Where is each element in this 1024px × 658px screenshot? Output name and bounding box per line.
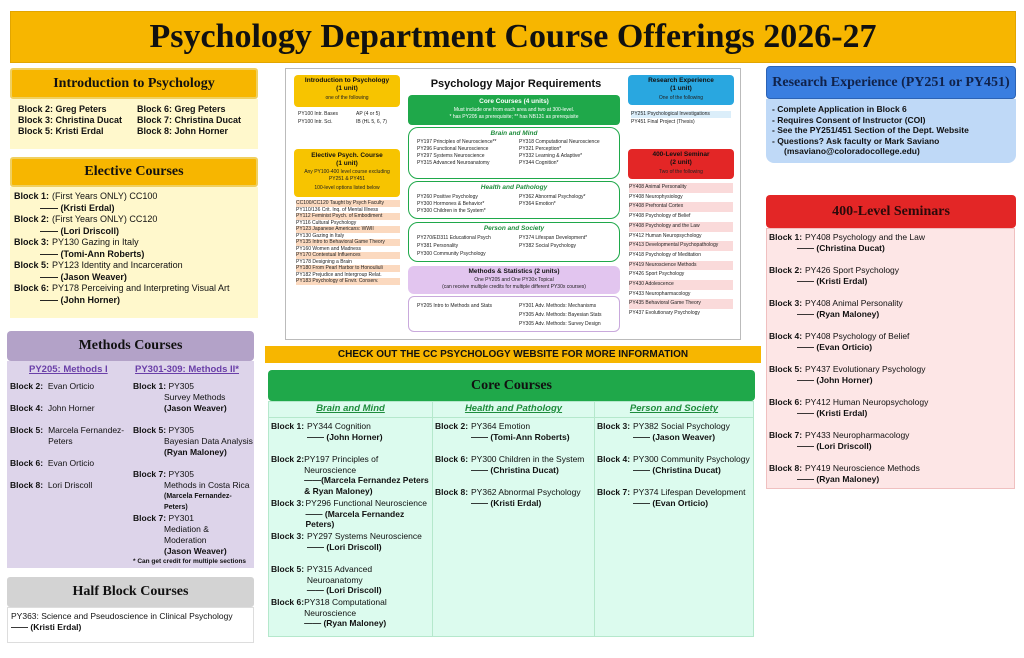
block-label: Block 8: [769, 463, 803, 473]
instructor: Lori Driscoll [47, 480, 93, 490]
req-item: PY301 Adv. Methods: Mechanisms [519, 303, 597, 309]
req-elective-item: PY183 Psychology of Envir. Conserv. [296, 278, 400, 285]
req-stats-box [408, 266, 620, 294]
course-title: Methods in Costa Rica [164, 480, 250, 490]
req-item: PY437 Evolutionary Psychology [629, 310, 700, 317]
block-label: Block 6: [271, 597, 305, 607]
req-item: PY408 Psychology of Belief [629, 213, 691, 220]
course-code: PY301 [168, 513, 194, 523]
instructor: —— (Jason Weaver) [40, 271, 127, 282]
block-label: Block 7: [769, 430, 803, 440]
req-elective-note2: 100-level options listed below [314, 185, 380, 191]
req-item: PY197 Principles of Neuroscience** [417, 139, 497, 145]
core-heading: Core Courses [268, 370, 755, 401]
course-title: PY315 Advanced Neuroanatomy [306, 564, 373, 585]
instructor: —— (Kristi Erdal) [797, 407, 868, 418]
block-label: Block 6: [435, 454, 469, 464]
course-title: PY437 Evolutionary Psychology [805, 364, 926, 374]
list-item [271, 498, 430, 531]
req-seminar-list [629, 183, 733, 319]
req-item: PY321 Perception* [519, 146, 562, 152]
instructor: Evan Orticio [47, 381, 95, 391]
block-label: Block 8: [10, 480, 44, 490]
instructor: —— (Tomi-Ann Roberts) [471, 431, 570, 442]
req-core-note: Must include one from each area and two at 300-level. [453, 107, 575, 113]
req-elective-list [296, 200, 400, 285]
block-label: Block 1: [769, 232, 803, 242]
course-title: PY300 Community Psychology [633, 454, 750, 464]
req-elective-box [294, 149, 400, 197]
course-title: PY408 Animal Personality [805, 298, 903, 308]
list-item [271, 531, 430, 564]
course-title: (First Years ONLY) CC120 [52, 214, 158, 224]
req-elective-item: PY178 Designing a Brain [296, 258, 352, 265]
req-item: PY296 Functional Neuroscience [417, 146, 489, 152]
req-item: PY305 Adv. Methods: Bayesian Stats [519, 312, 602, 318]
list-item [435, 487, 592, 520]
req-intro-box [294, 75, 400, 107]
list-item [435, 454, 592, 487]
intro-item: Block 5: Kristi Erdal [18, 126, 104, 136]
requirements-title: Psychology Major Requirements [430, 78, 602, 90]
req-seminar-note: Two of the following [659, 169, 703, 175]
list-item [597, 454, 751, 487]
block-label: Block 2: [435, 421, 469, 431]
list-item [14, 214, 254, 237]
req-elective-item: PY110/136 Crit. Inq. of Mental Illness [296, 206, 379, 213]
methods-1-title: PY205: Methods I [29, 364, 108, 375]
req-intro-title: Introduction to Psychology [304, 77, 390, 84]
block-label: Block 5: [769, 364, 803, 374]
instructor: (Jason Weaver) [164, 403, 227, 413]
list-item [10, 425, 130, 447]
list-item [435, 421, 592, 454]
req-elective-note: Any PY100-400 level course excluding PY251 & PY451 [304, 169, 390, 182]
list-item [769, 265, 1012, 298]
block-label: Block 5: [133, 425, 167, 435]
req-elective-item: PY116 Cultural Psychology [296, 219, 357, 226]
intro-panel [10, 99, 258, 149]
list-item [133, 381, 253, 414]
req-elective-item: PY160 Women and Madness [296, 245, 361, 252]
core-column-title: Health and Pathology [433, 402, 594, 418]
course-title: Mediation & Moderation [164, 524, 209, 545]
block-label: Block 4: [769, 331, 803, 341]
list-item [597, 421, 751, 454]
course-title: PY426 Sport Psychology [805, 265, 900, 275]
instructor: (Ryan Maloney) [164, 447, 227, 457]
req-item: PY300 Children in the System* [417, 208, 486, 214]
req-item: PY251 Psychological Investigations [631, 111, 731, 118]
instructor: —— (Christina Ducat) [471, 464, 559, 475]
intro-item: Block 2: Greg Peters [18, 104, 107, 114]
course-title: PY362 Abnormal Psychology [471, 487, 581, 497]
research-heading: Research Experience (PY251 or PY451) [766, 66, 1016, 99]
instructor: —— (Ryan Maloney) [304, 618, 387, 628]
req-item: PY344 Cognition* [519, 160, 559, 166]
seminars-heading: 400-Level Seminars [766, 195, 1016, 228]
course-code: PY305 [168, 425, 194, 435]
req-research-box [628, 75, 734, 105]
elective-panel [10, 187, 258, 318]
instructor: —— (Evan Orticio) [633, 497, 709, 508]
course-title: PY419 Neuroscience Methods [805, 463, 920, 473]
block-label: Block 7: [133, 469, 167, 479]
req-item: PY413 Developmental Psychopathology [629, 241, 733, 251]
course-title: PY296 Functional Neuroscience [305, 498, 427, 508]
intro-item: Block 6: Greg Peters [137, 104, 226, 114]
req-intro-item: PY100 Intr. Sci. [298, 119, 333, 125]
block-label: Block 3: [14, 237, 50, 247]
req-item: PY318 Computational Neuroscience [519, 139, 600, 145]
list-item [597, 487, 751, 520]
req-elective-item: PY182 Prejudice and Intergroup Relat. [296, 271, 382, 278]
list-item [14, 237, 254, 260]
instructor: (Marcela Fernandez-Peters) [164, 493, 232, 511]
methods-panel [7, 361, 254, 568]
req-item: PY374 Lifespan Development* [519, 235, 588, 241]
req-intro-item: IB (HL 5, 6, 7) [356, 119, 387, 125]
req-item: PY364 Emotion* [519, 201, 556, 207]
req-item: PY332 Learning & Adaptive* [519, 153, 583, 159]
list-item [14, 191, 254, 214]
req-item: PY381 Personality [417, 243, 459, 249]
core-column-health [433, 402, 595, 637]
course-title: PY363: Science and Pseudoscience in Clinical Psychology [11, 611, 233, 621]
list-item [133, 513, 253, 557]
instructor: —— (Christina Ducat) [633, 464, 721, 475]
req-elective-item: CC100/CC120 Taught by Psych Faculty [296, 200, 400, 207]
block-label: Block 1: [14, 191, 50, 201]
list-item: - Questions? Ask faculty or Mark Saviano [772, 135, 940, 146]
list-item [769, 397, 1012, 430]
course-title: PY344 Cognition [307, 421, 371, 431]
req-health-box [408, 181, 620, 219]
req-elective-item: PY170 Contextual Influences [296, 252, 400, 259]
block-label: Block 7: [133, 513, 167, 523]
intro-item: Block 3: Christina Ducat [18, 115, 123, 125]
req-elective-title: Elective Psych. Course [311, 152, 383, 159]
list-item [271, 421, 430, 454]
intro-item: Block 8: John Horner [137, 126, 229, 136]
list-item [10, 381, 130, 392]
req-core-note2: * has PY205 as prerequisite; ** has NB131 as prerequisite [449, 114, 579, 120]
block-label: Block 3: [271, 498, 305, 508]
block-label: Block 1: [133, 381, 167, 391]
req-stats-note2: (can receive multiple credits for multiple different PY30x courses) [442, 284, 586, 290]
list-item [271, 564, 430, 597]
req-stats-list [408, 296, 620, 332]
req-intro-note: one of the following [325, 95, 369, 101]
block-label: Block 1: [271, 421, 305, 431]
course-title: PY364 Emotion [471, 421, 531, 431]
course-title: PY123 Identity and Incarceration [52, 260, 183, 270]
block-label: Block 2: [10, 381, 44, 391]
half-block-panel [7, 607, 254, 643]
req-intro-item: PY100 Intr. Bases [298, 111, 339, 117]
req-item: PY412 Human Neuropsychology [629, 232, 702, 239]
req-item: PY205 Intro to Methods and Stats [417, 303, 493, 309]
list-item [14, 283, 254, 306]
course-title: PY433 Neuropharmacology [805, 430, 910, 440]
req-item: PY430 Adolescence [629, 280, 733, 290]
list-item [271, 597, 430, 637]
req-elective-units: (1 unit) [336, 160, 358, 167]
block-label: Block 2: [769, 265, 803, 275]
req-item: PY270/ED311 Educational Psych [417, 235, 491, 241]
req-item: PY305 Adv. Methods: Survey Design [519, 321, 601, 327]
instructor: Marcela Fernandez-Peters [48, 425, 125, 446]
req-seminar-title: 400-Level Seminar [652, 151, 710, 158]
seminars-panel [766, 228, 1015, 489]
req-elective-item: PY112 Feminist Psych. of Embodiment [296, 213, 400, 220]
course-title: PY382 Social Psychology [633, 421, 730, 431]
contact-email[interactable]: (msaviano@coloradocollege.edu) [784, 146, 920, 156]
instructor: Evan Orticio [47, 458, 95, 468]
list-item [10, 403, 130, 414]
core-column-title: Brain and Mind [269, 402, 432, 418]
course-title: PY130 Gazing in Italy [52, 237, 139, 247]
course-code: PY305 [168, 381, 194, 391]
website-banner[interactable]: CHECK OUT THE CC PSYCHOLOGY WEBSITE FOR MORE INFORMATION [265, 346, 761, 363]
instructor: —— (Ryan Maloney) [797, 308, 880, 319]
list-item [10, 480, 130, 491]
block-label: Block 6: [10, 458, 44, 468]
core-column-title: Person and Society [595, 402, 753, 418]
list-item [769, 232, 1012, 265]
block-label: Block 5: [14, 260, 50, 270]
instructor: —— (Jason Weaver) [633, 431, 716, 442]
instructor: —— (Lori Driscoll) [797, 440, 872, 451]
req-item: PY362 Abnormal Psychology* [519, 194, 586, 200]
instructor: —— (Lori Driscoll) [307, 541, 382, 552]
instructor: —— (Tomi-Ann Roberts) [40, 248, 145, 259]
instructor: —— (John Horner) [797, 374, 873, 385]
course-title: (First Years ONLY) CC100 [52, 191, 158, 201]
list-item [14, 260, 254, 283]
req-core-title: Core Courses (4 units) [479, 98, 549, 105]
block-label: Block 6: [14, 283, 50, 293]
core-column-brain [269, 402, 433, 637]
req-item: PY435 Behavioral Game Theory [629, 299, 733, 309]
instructor: —— (Kristi Erdal) [11, 622, 82, 632]
course-code: PY305 [168, 469, 194, 479]
half-block-heading: Half Block Courses [7, 577, 254, 607]
block-label: Block 2: [14, 214, 50, 224]
instructor: —— (Ryan Maloney) [797, 473, 880, 484]
course-title: PY178 Perceiving and Interpreting Visual Art [52, 283, 230, 293]
course-title: PY412 Human Neuropsychology [805, 397, 929, 407]
req-item: PY426 Sport Psychology [629, 271, 685, 278]
req-elective-item: PY123 Japanese Americans: WWII [296, 226, 400, 233]
req-seminar-units: (2 unit) [670, 159, 692, 166]
course-title: PY408 Psychology and the Law [805, 232, 926, 242]
req-research-units: (1 unit) [670, 85, 692, 92]
methods-footnote: * Can get credit for multiple sections [133, 558, 247, 565]
block-label: Block 3: [597, 421, 631, 431]
list-item [10, 458, 130, 469]
req-intro-units: (1 unit) [336, 85, 358, 92]
instructor: —— (John Horner) [40, 294, 120, 305]
instructor: —— (Kristi Erdal) [797, 275, 868, 286]
page-title: Psychology Department Course Offerings 2026-27 [149, 18, 877, 55]
course-title: PY408 Psychology of Belief [805, 331, 910, 341]
block-label: Block 2: [271, 454, 305, 464]
major-requirements-graphic [285, 68, 741, 340]
req-person-box [408, 222, 620, 262]
req-item: PY418 Psychology of Meditation [629, 251, 701, 258]
course-title: PY374 Lifespan Development [633, 487, 746, 497]
instructor: —— (Lori Driscoll) [306, 585, 382, 595]
block-label: Block 6: [769, 397, 803, 407]
req-item: PY408 Neurophysiology [629, 193, 683, 200]
req-item: PY315 Advanced Neuroanatomy [417, 160, 490, 166]
methods-heading: Methods Courses [7, 331, 254, 361]
req-research-note: One of the following [658, 95, 704, 101]
req-item: PY433 Neuropharmacology [629, 290, 691, 297]
instructor: (Jason Weaver) [164, 546, 227, 556]
req-seminar-box [628, 149, 734, 179]
req-item: PY300 Hormones & Behavior* [417, 201, 485, 207]
instructor: —— (Evan Orticio) [797, 341, 873, 352]
core-column-person [595, 402, 753, 637]
instructor: —— (Marcela Fernandez Peters) [305, 508, 405, 529]
req-stats-title: Methods & Statistics (2 units) [468, 268, 560, 275]
req-research-title: Research Experience [648, 77, 714, 84]
block-label: Block 8: [435, 487, 469, 497]
req-item: PY451 Final Project (Thesis) [631, 119, 695, 125]
req-item: PY408 Psychology and the Law [629, 222, 733, 232]
list-item: - See the PY251/451 Section of the Dept. Website [772, 125, 969, 135]
instructor: —— (Christina Ducat) [797, 242, 885, 253]
research-panel [766, 99, 1016, 163]
req-brain-box [408, 127, 620, 179]
instructor: —— (Kristi Erdal) [471, 497, 542, 508]
req-brain-title: Brain and Mind [490, 130, 538, 137]
list-item: - Requires Consent of Instructor (COI) [772, 114, 926, 125]
block-label: Block 3: [769, 298, 803, 308]
list-item [769, 463, 1012, 496]
elective-heading: Elective Courses [10, 157, 258, 187]
req-intro-item: AP (4 or 5) [356, 111, 381, 117]
req-person-title: Person and Society [483, 225, 545, 232]
req-item: PY419 Neuroscience Methods [629, 261, 733, 271]
req-item: PY408 Prefrontal Cortex [629, 202, 733, 212]
req-item: PY300 Community Psychology [417, 251, 486, 257]
list-item [769, 298, 1012, 331]
req-health-title: Health and Pathology [480, 184, 548, 191]
req-elective-item: PY130 Gazing in Italy [296, 232, 345, 239]
req-elective-item: PY135 Intro to Behavioral Game Theory [296, 239, 400, 246]
instructor: —— (Lori Driscoll) [40, 225, 120, 236]
methods-2-title: PY301-309: Methods II* [135, 364, 240, 375]
instructor: —— (John Horner) [307, 431, 383, 442]
course-title: PY297 Systems Neuroscience [307, 531, 422, 541]
req-elective-item: PY180 From Pearl Harbor to Honouliuli [296, 265, 400, 272]
req-item: PY260 Positive Psychology [417, 194, 478, 200]
instructor: John Horner [47, 403, 95, 413]
list-item [769, 430, 1012, 463]
intro-heading: Introduction to Psychology [10, 68, 258, 99]
req-item: PY382 Social Psychology [519, 243, 576, 249]
intro-item: Block 7: Christina Ducat [137, 115, 242, 125]
list-item [133, 469, 253, 513]
list-item: - Complete Application in Block 6 [772, 104, 907, 114]
course-title: Bayesian Data Analysis [164, 436, 253, 446]
core-panel [268, 401, 754, 637]
block-label: Block 4: [597, 454, 631, 464]
req-item: PY408 Animal Personality [629, 183, 733, 193]
course-title: Survey Methods [164, 392, 226, 402]
list-item [133, 425, 253, 458]
course-title: PY318 Computational Neuroscience [304, 597, 387, 618]
list-item [271, 454, 430, 498]
block-label: Block 5: [10, 425, 44, 435]
req-core-box [408, 95, 620, 125]
page-title-bar [10, 11, 1016, 63]
course-title: PY197 Principles of Neuroscience [304, 454, 379, 475]
instructor: —— (Kristi Erdal) [40, 202, 115, 213]
block-label: Block 3: [271, 531, 305, 541]
instructor: ——(Marcela Fernandez Peters & Ryan Maloney) [304, 475, 429, 496]
list-item [769, 331, 1012, 364]
list-item [769, 364, 1012, 397]
block-label: Block 4: [10, 403, 44, 413]
block-label: Block 7: [597, 487, 631, 497]
course-title: PY300 Children in the System [471, 454, 585, 464]
req-item: PY297 Systems Neuroscience [417, 153, 485, 159]
req-stats-note: One PY205 and One PY30x Topical [474, 277, 554, 283]
block-label: Block 5: [271, 564, 305, 574]
